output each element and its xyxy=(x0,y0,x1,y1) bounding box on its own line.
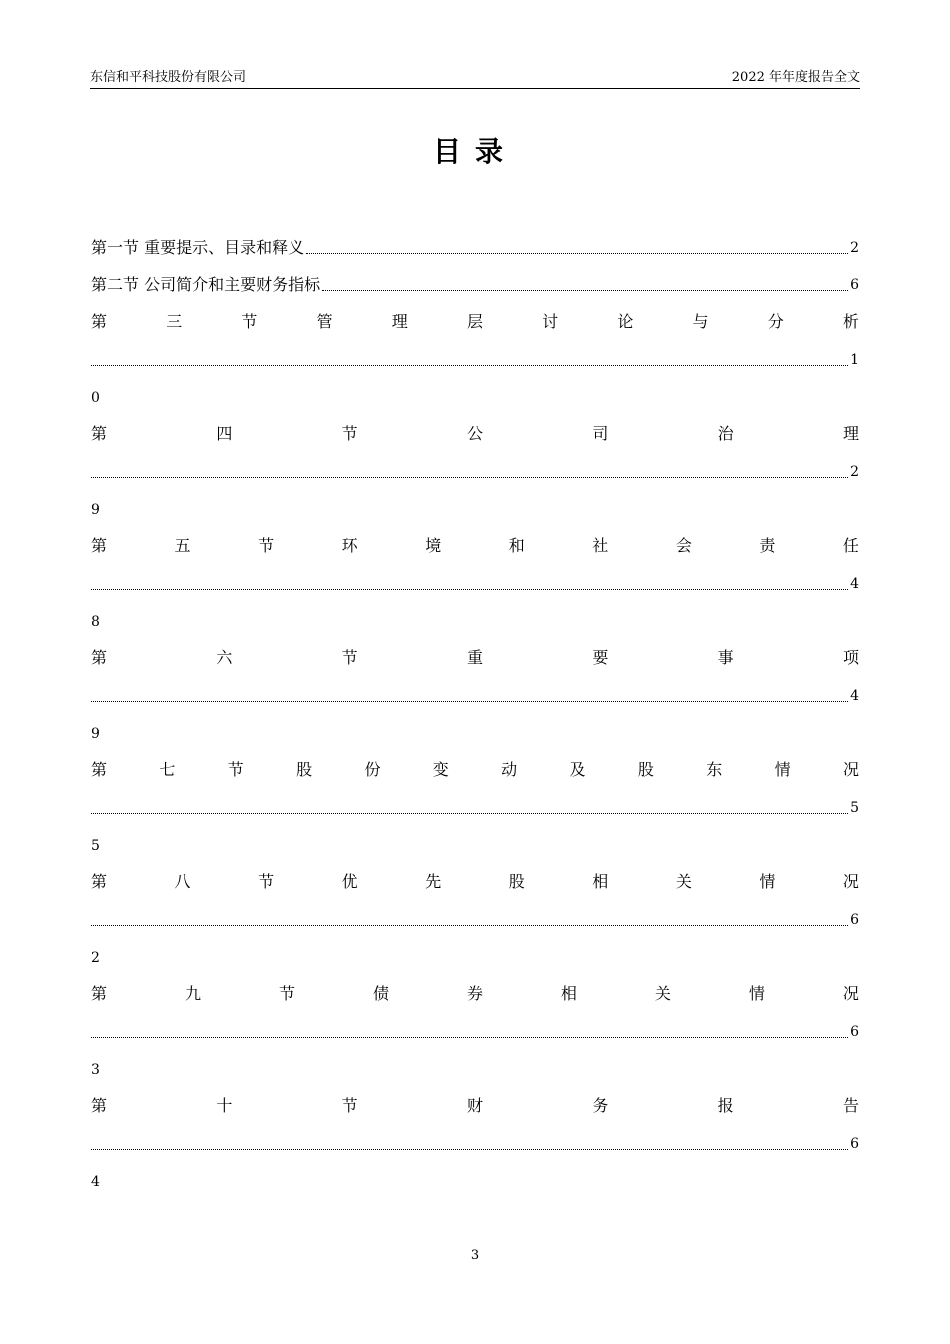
toc-entry-leader[interactable] xyxy=(91,572,859,596)
toc-entry-char: 司 xyxy=(592,424,609,443)
toc-entry[interactable] xyxy=(91,646,859,670)
toc-entry-page-tail[interactable] xyxy=(91,833,859,857)
toc-entry[interactable] xyxy=(91,273,859,297)
toc-entry-page-tail[interactable] xyxy=(91,721,859,745)
toc-leader-dots xyxy=(91,476,848,478)
toc-entry-page: 5 xyxy=(850,800,859,816)
toc-entry[interactable] xyxy=(91,870,859,894)
toc-entry-char: 况 xyxy=(842,760,859,779)
toc-entry-char: 项 xyxy=(842,648,859,667)
toc-entry-char: 股 xyxy=(296,760,313,779)
toc-entry-char: 节 xyxy=(278,984,295,1003)
toc-entry-label: 第二节 公司简介和主要财务指标 xyxy=(91,275,321,294)
toc-entry-page: 5 xyxy=(91,838,100,854)
toc-leader-dots xyxy=(322,289,848,291)
toc-entry-char: 节 xyxy=(341,1096,358,1115)
toc-entry-page: 2 xyxy=(91,950,100,966)
toc-entry-char: 变 xyxy=(432,760,449,779)
toc-leader-dots xyxy=(91,700,848,702)
toc-entry-char: 优 xyxy=(341,872,358,891)
toc-entry-char: 四 xyxy=(216,424,233,443)
toc-entry[interactable] xyxy=(91,982,859,1006)
toc-entry-char: 第 xyxy=(91,648,108,667)
toc-entry-char: 份 xyxy=(364,760,381,779)
toc-entry-char: 动 xyxy=(501,760,518,779)
toc-entry-char: 事 xyxy=(717,648,734,667)
toc-entry-char: 财 xyxy=(466,1096,483,1115)
toc-entry-leader[interactable] xyxy=(91,1020,859,1044)
toc-entry-page: 8 xyxy=(91,614,100,630)
toc-entry-page-tail[interactable] xyxy=(91,1057,859,1081)
toc-entry-char: 分 xyxy=(767,312,784,331)
toc-entry-leader[interactable] xyxy=(91,348,859,372)
toc-entry[interactable] xyxy=(91,310,859,334)
toc-leader-dots xyxy=(91,924,848,926)
toc-entry-char: 相 xyxy=(592,872,609,891)
toc-entry[interactable] xyxy=(91,1094,859,1118)
toc-entry-char: 节 xyxy=(241,312,258,331)
toc-entry-char: 理 xyxy=(842,424,859,443)
toc-entry-char: 任 xyxy=(842,536,859,555)
toc-leader-dots xyxy=(91,1148,848,1150)
header-company: 东信和平科技股份有限公司 xyxy=(90,70,247,85)
toc-leader-dots xyxy=(306,252,848,254)
toc-entry-char: 节 xyxy=(227,760,244,779)
toc-entry-char: 责 xyxy=(759,536,776,555)
toc-entry-label: 第一节 重要提示、目录和释义 xyxy=(91,238,305,257)
toc-entry-page-tail[interactable] xyxy=(91,609,859,633)
toc-entry-page: 9 xyxy=(91,726,100,742)
toc-entry-char: 七 xyxy=(159,760,176,779)
toc-entry-char: 和 xyxy=(508,536,525,555)
toc-entry-char: 及 xyxy=(569,760,586,779)
toc-entry-char: 况 xyxy=(842,984,859,1003)
toc-entry-page: 4 xyxy=(850,576,859,592)
toc-entry-char: 况 xyxy=(842,872,859,891)
toc-leader-dots xyxy=(91,588,848,590)
toc-entry-page: 6 xyxy=(850,1024,859,1040)
toc-entry-char: 管 xyxy=(316,312,333,331)
toc-entry-page: 6 xyxy=(850,277,859,293)
toc-entry-char: 论 xyxy=(617,312,634,331)
toc-entry-char: 九 xyxy=(184,984,201,1003)
toc-entry-page-tail[interactable] xyxy=(91,945,859,969)
toc-entry-char: 五 xyxy=(174,536,191,555)
toc-entry-page: 4 xyxy=(91,1174,100,1190)
toc-entry-page: 1 xyxy=(850,352,859,368)
toc-entry-char: 公 xyxy=(466,424,483,443)
toc-entry-page: 6 xyxy=(850,912,859,928)
toc-leader-dots xyxy=(91,1036,848,1038)
toc-entry[interactable] xyxy=(91,422,859,446)
toc-entry-char: 关 xyxy=(675,872,692,891)
toc-entry-char: 第 xyxy=(91,424,108,443)
toc-entry[interactable] xyxy=(91,758,859,782)
toc-entry[interactable] xyxy=(91,236,859,260)
toc-leader-dots xyxy=(91,812,848,814)
toc-entry-leader[interactable] xyxy=(91,684,859,708)
toc-entry-page: 6 xyxy=(850,1136,859,1152)
toc-entry-char: 境 xyxy=(425,536,442,555)
toc-entry-char: 讨 xyxy=(542,312,559,331)
toc-entry-page: 3 xyxy=(91,1062,100,1078)
toc-entry-char: 节 xyxy=(341,648,358,667)
toc-entry-leader[interactable] xyxy=(91,460,859,484)
toc-entry-leader[interactable] xyxy=(91,908,859,932)
toc-entry-char: 与 xyxy=(692,312,709,331)
toc-entry-char: 治 xyxy=(717,424,734,443)
toc-entry-char: 析 xyxy=(842,312,859,331)
toc-entry-char: 社 xyxy=(592,536,609,555)
toc-entry-char: 六 xyxy=(216,648,233,667)
header-report-title: 2022 年年度报告全文 xyxy=(731,70,860,85)
toc-entry-char: 债 xyxy=(372,984,389,1003)
toc-entry-char: 第 xyxy=(91,312,108,331)
toc-entry-leader[interactable] xyxy=(91,1132,859,1156)
toc-entry-char: 股 xyxy=(637,760,654,779)
toc-entry-page-tail[interactable] xyxy=(91,497,859,521)
page-header xyxy=(90,66,860,89)
toc-entry-char: 务 xyxy=(592,1096,609,1115)
toc-entry-char: 第 xyxy=(91,760,108,779)
toc-entry-char: 理 xyxy=(391,312,408,331)
toc-entry-leader[interactable] xyxy=(91,796,859,820)
toc-entry-char: 节 xyxy=(341,424,358,443)
toc-entry-page-tail[interactable] xyxy=(91,1169,859,1193)
toc-entry-char: 八 xyxy=(174,872,191,891)
toc-entry[interactable] xyxy=(91,534,859,558)
toc-entry-char: 会 xyxy=(675,536,692,555)
toc-entry-char: 第 xyxy=(91,984,108,1003)
toc-entry-char: 关 xyxy=(654,984,671,1003)
toc-entry-char: 十 xyxy=(216,1096,233,1115)
toc-entry-char: 层 xyxy=(466,312,483,331)
toc-entry-char: 要 xyxy=(592,648,609,667)
toc-entry-char: 东 xyxy=(706,760,723,779)
toc-entry-char: 三 xyxy=(166,312,183,331)
toc-leader-dots xyxy=(91,364,848,366)
toc-entry-char: 节 xyxy=(258,536,275,555)
toc-entry-char: 第 xyxy=(91,1096,108,1115)
page-number: 3 xyxy=(470,1248,480,1263)
toc-entry-page: 0 xyxy=(91,390,100,406)
toc-entry-char: 第 xyxy=(91,536,108,555)
toc-entry-char: 情 xyxy=(759,872,776,891)
toc-entry-page: 2 xyxy=(850,464,859,480)
toc-entry-char: 告 xyxy=(842,1096,859,1115)
toc-entry-page: 9 xyxy=(91,502,100,518)
toc-entry-char: 股 xyxy=(508,872,525,891)
toc-entry-page-tail[interactable] xyxy=(91,385,859,409)
toc-entry-char: 券 xyxy=(466,984,483,1003)
page-title: 目录 xyxy=(432,135,517,168)
toc-entry-char: 节 xyxy=(258,872,275,891)
toc-entry-char: 重 xyxy=(466,648,483,667)
toc-entry-page: 4 xyxy=(850,688,859,704)
toc-entry-char: 先 xyxy=(425,872,442,891)
toc-entry-char: 情 xyxy=(748,984,765,1003)
toc-entry-page: 2 xyxy=(850,240,859,256)
toc-entry-char: 环 xyxy=(341,536,358,555)
toc-entry-char: 报 xyxy=(717,1096,734,1115)
toc-entry-char: 相 xyxy=(560,984,577,1003)
toc-entry-char: 第 xyxy=(91,872,108,891)
toc-entry-char: 情 xyxy=(774,760,791,779)
